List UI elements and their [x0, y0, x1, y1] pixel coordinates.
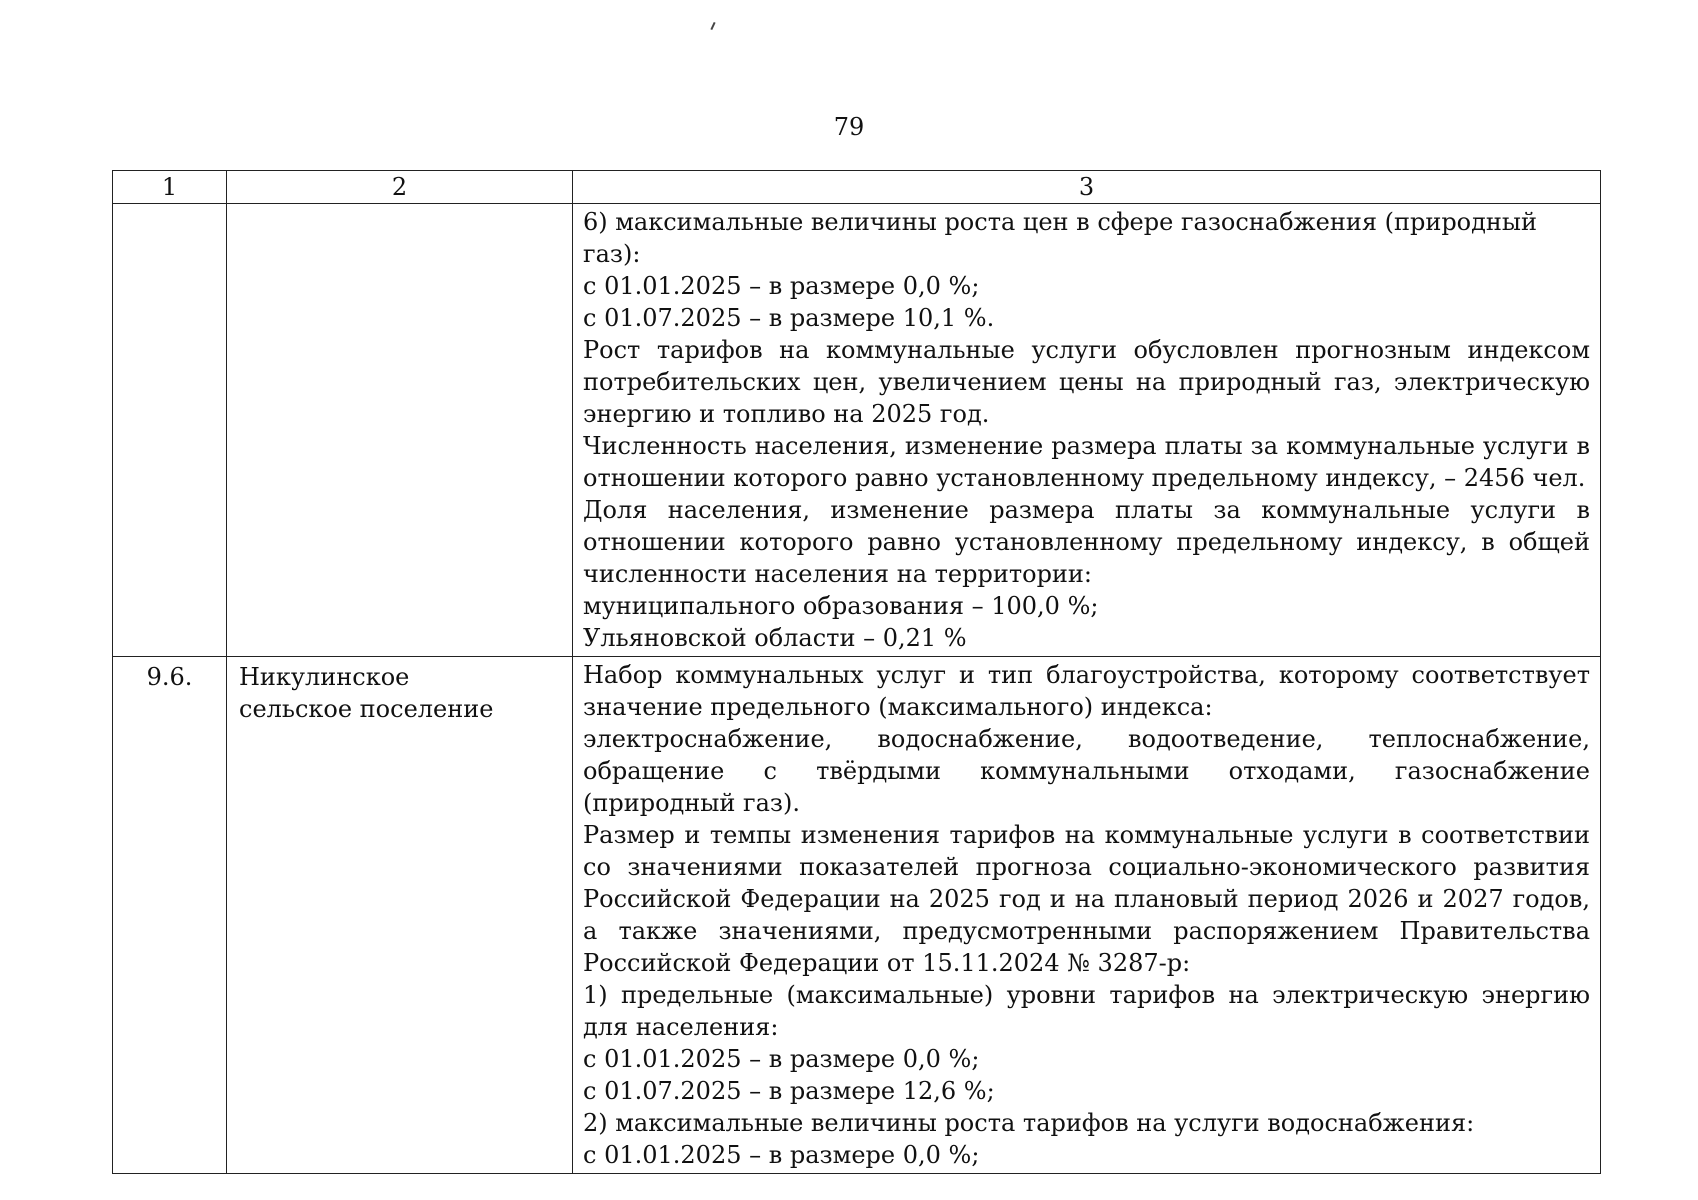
description-paragraph: муниципального образования – 100,0 %;: [583, 592, 1099, 620]
description-paragraph: Ульяновской области – 0,21 %: [583, 624, 967, 652]
description-paragraph: с 01.01.2025 – в размере 0,0 %;: [583, 1141, 980, 1169]
description-paragraph: Размер и темпы изменения тарифов на коммунальные услуги в соответствии со значениями показателей прогноза социально-экономического развития Российской Федерации на 2025 год и на плановый период 2026 и 2027 годов, а также значениями, предусмотренными распоряжением Правительства Российской Федерации от 15.11.2024 № 3287-р:: [583, 821, 1590, 977]
column-header-3: 3: [573, 171, 1601, 204]
column-header-1: 1: [113, 171, 227, 204]
description-paragraph: с 01.01.2025 – в размере 0,0 %;: [583, 1045, 980, 1073]
description-paragraph: Рост тарифов на коммунальные услуги обусловлен прогнозным индексом потребительских цен, увеличением цены на природный газ, электрическую энергию и топливо на 2025 год.: [583, 336, 1590, 428]
settlement-name-line: сельское поселение: [239, 695, 494, 723]
description-paragraph: с 01.07.2025 – в размере 12,6 %;: [583, 1077, 995, 1105]
settlement-name-line: Никулинское: [239, 663, 410, 691]
description-paragraph: Набор коммунальных услуг и тип благоустройства, которому соответствует значение предельного (максимального) индекса:: [583, 661, 1590, 721]
page-number: 79: [833, 113, 865, 141]
description-paragraph: 6) максимальные величины роста цен в сфере газоснабжения (природный газ):: [583, 208, 1537, 268]
description-cell: [573, 657, 1601, 1174]
description-paragraph: с 01.07.2025 – в размере 10,1 %.: [583, 304, 995, 332]
description-paragraph: Численность населения, изменение размера платы за коммунальные услуги в отношении которого равно установленному предельному индексу, – 2456 чел.: [583, 432, 1590, 492]
description-cell: [573, 204, 1601, 657]
description-paragraph: 1) предельные (максимальные) уровни тарифов на электрическую энергию для населения:: [583, 981, 1590, 1041]
description-paragraph: с 01.01.2025 – в размере 0,0 %;: [583, 272, 980, 300]
settlement-name: [227, 204, 573, 657]
table-header-row: [113, 171, 1601, 204]
tariff-table: [112, 170, 1601, 1174]
row-number: [113, 204, 227, 657]
table-row: [113, 657, 1601, 1174]
scan-mark: [710, 22, 715, 30]
description-paragraph: 2) максимальные величины роста тарифов на услуги водоснабжения:: [583, 1109, 1475, 1137]
column-header-2: 2: [227, 171, 573, 204]
description-paragraph: Доля населения, изменение размера платы за коммунальные услуги в отношении которого равно установленному предельному индексу, в общей численности населения на территории:: [583, 496, 1590, 588]
table-row: [113, 204, 1601, 657]
row-number: 9.6.: [113, 657, 227, 1174]
description-paragraph: электроснабжение, водоснабжение, водоотведение, теплоснабжение, обращение с твёрдыми коммунальными отходами, газоснабжение (природный газ).: [583, 725, 1590, 817]
settlement-name: [227, 657, 573, 1174]
